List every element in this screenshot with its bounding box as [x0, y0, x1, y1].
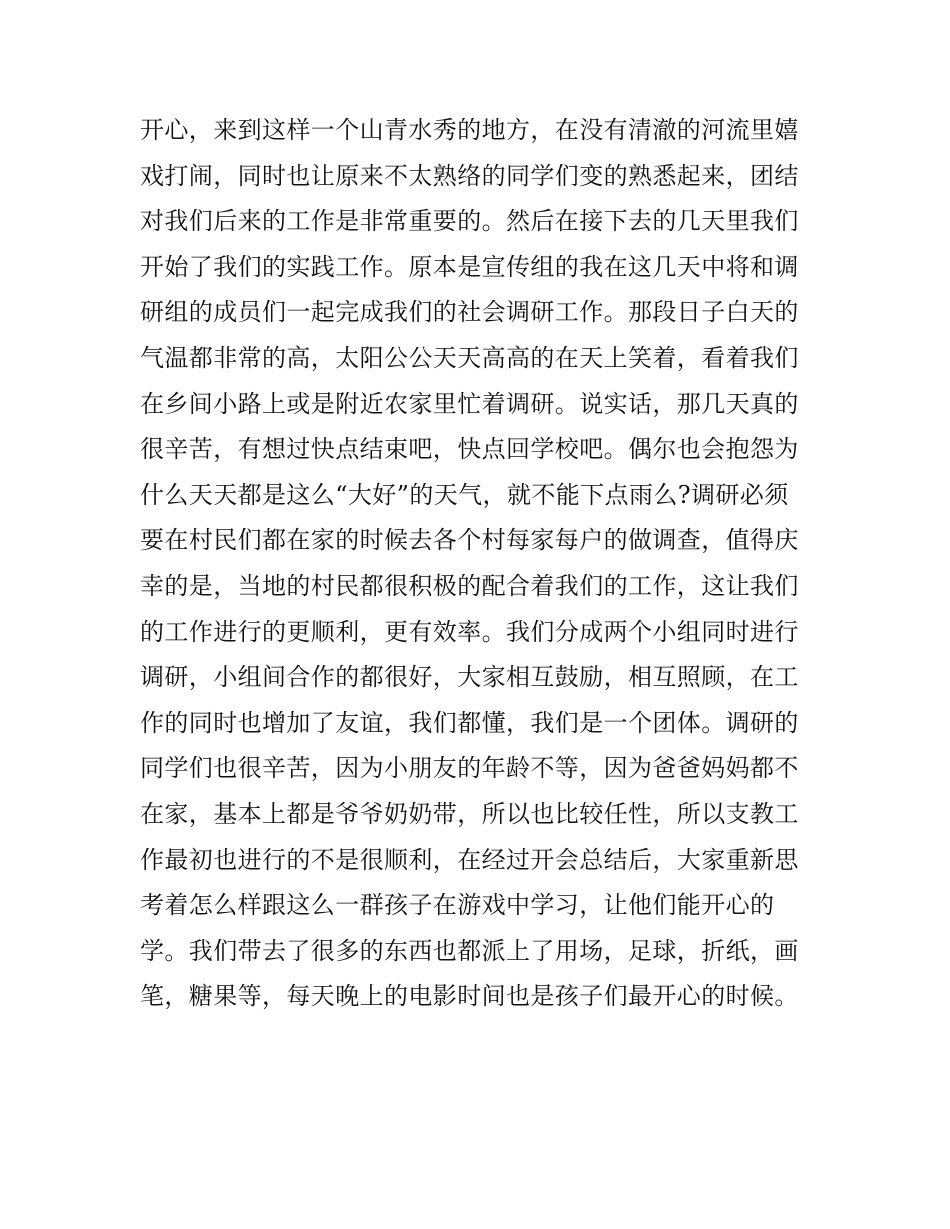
text-line: 气温都非常的高，太阳公公天天高高的在天上笑着，看着我们	[140, 343, 799, 372]
text-line: 作最初也进行的不是很顺利，在经过开会总结后，大家重新思	[140, 845, 799, 874]
text-line: 同学们也很辛苦，因为小朋友的年龄不等，因为爸爸妈妈都不	[140, 754, 799, 783]
body-paragraph	[140, 108, 820, 1020]
text-line: 什么天天都是这么“大好”的天气，就不能下点雨么?调研必须	[140, 480, 789, 509]
text-line: 开心，来到这样一个山青水秀的地方，在没有清澈的河流里嬉	[140, 116, 799, 144]
text-line: 要在村民们都在家的时候去各个村每家每户的做调查，值得庆	[140, 526, 799, 555]
text-line: 调研，小组间合作的都很好，大家相互鼓励，相互照顾，在工	[140, 663, 799, 692]
text-line: 开始了我们的实践工作。原本是宣传组的我在这几天中将和调	[140, 252, 799, 281]
text-line: 在家，基本上都是爷爷奶奶带，所以也比较任性，所以支教工	[140, 799, 799, 828]
text-line: 戏打闹，同时也让原来不太熟络的同学们变的熟悉起来，团结	[140, 161, 799, 190]
text-line: 研组的成员们一起完成我们的社会调研工作。那段日子白天的	[140, 298, 799, 327]
text-line: 作的同时也增加了友谊，我们都懂，我们是一个团体。调研的	[140, 708, 799, 737]
text-line: 很辛苦，有想过快点结束吧，快点回学校吧。偶尔也会抱怨为	[140, 435, 799, 464]
text-line: 幸的是，当地的村民都很积极的配合着我们的工作，这让我们	[140, 571, 799, 600]
text-line: 在乡间小路上或是附近农家里忙着调研。说实话，那几天真的	[140, 389, 799, 418]
text-line: 学。我们带去了很多的东西也都派上了用场，足球，折纸，画	[140, 936, 799, 965]
text-line: 对我们后来的工作是非常重要的。然后在接下去的几天里我们	[140, 207, 799, 236]
text-line: 考着怎么样跟这么一群孩子在游戏中学习，让他们能开心的	[140, 891, 775, 920]
text-line: 的工作进行的更顺利，更有效率。我们分成两个小组同时进行	[140, 617, 799, 646]
text-line: 笔，糖果等，每天晚上的电影时间也是孩子们最开心的时候。	[140, 982, 799, 1011]
